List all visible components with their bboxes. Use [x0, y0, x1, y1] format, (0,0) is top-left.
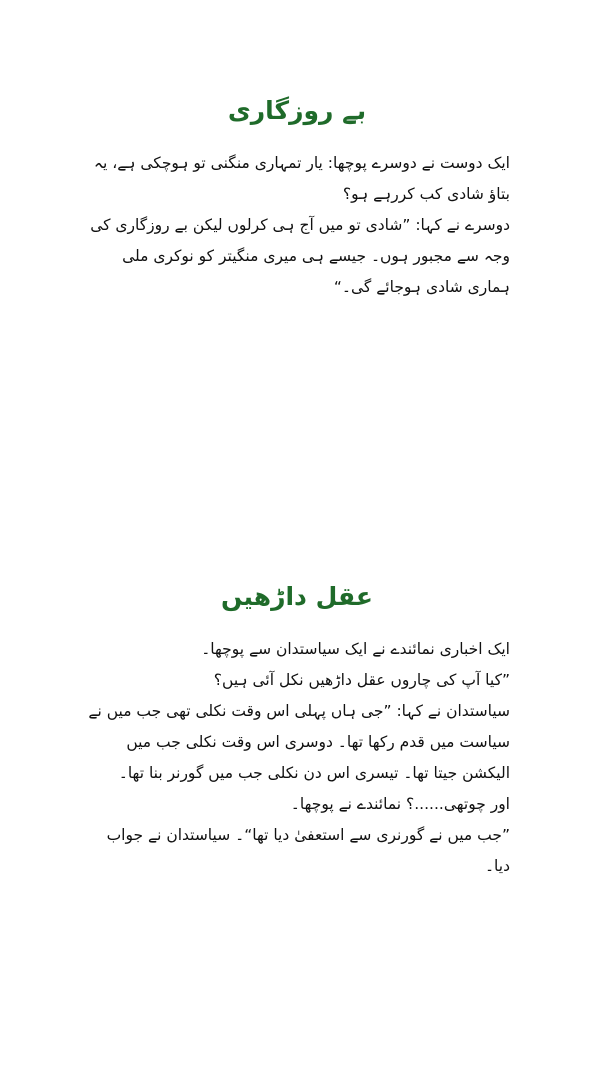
story-wisdom-teeth — [84, 582, 510, 882]
story-title: عقل داڑھیں — [221, 582, 373, 611]
story-title: بے روزگاری — [227, 96, 367, 125]
story-unemployment — [84, 96, 510, 303]
story-paragraph: دوسرے نے کہا: ”شادی تو میں آج ہی کرلوں لیکن بے روزگاری کی وجہ سے مجبور ہوں۔ جیسے ہی میری منگیتر کو نوکری ملی ہماری شادی ہوجائے گی۔“ — [90, 216, 510, 296]
story-paragraph: اور چوتھی......؟ نمائندے نے پوچھا۔ — [290, 795, 510, 813]
story-paragraph: ایک اخباری نمائندے نے ایک سیاستدان سے پوچھا۔ — [201, 640, 510, 658]
story-paragraph: ایک دوست نے دوسرے پوچھا: یار تمہاری منگنی تو ہوچکی ہے، یہ بتاؤ شادی کب کررہے ہو؟ — [93, 154, 510, 203]
story-paragraph: سیاستدان نے کہا: ”جی ہاں پہلی اس وقت نکلی تھی جب میں نے سیاست میں قدم رکھا تھا۔ دوسری اس وقت نکلی جب میں الیکشن جیتا تھا۔ تیسری اس دن نکلی جب میں گورنر بنا تھا۔ — [88, 702, 510, 782]
story-paragraph: ”کیا آپ کی چاروں عقل داڑھیں نکل آئی ہیں؟ — [213, 671, 510, 689]
story-paragraph: ”جب میں نے گورنری سے استعفیٰ دیا تھا“۔ سیاستدان نے جواب دیا۔ — [106, 826, 510, 875]
